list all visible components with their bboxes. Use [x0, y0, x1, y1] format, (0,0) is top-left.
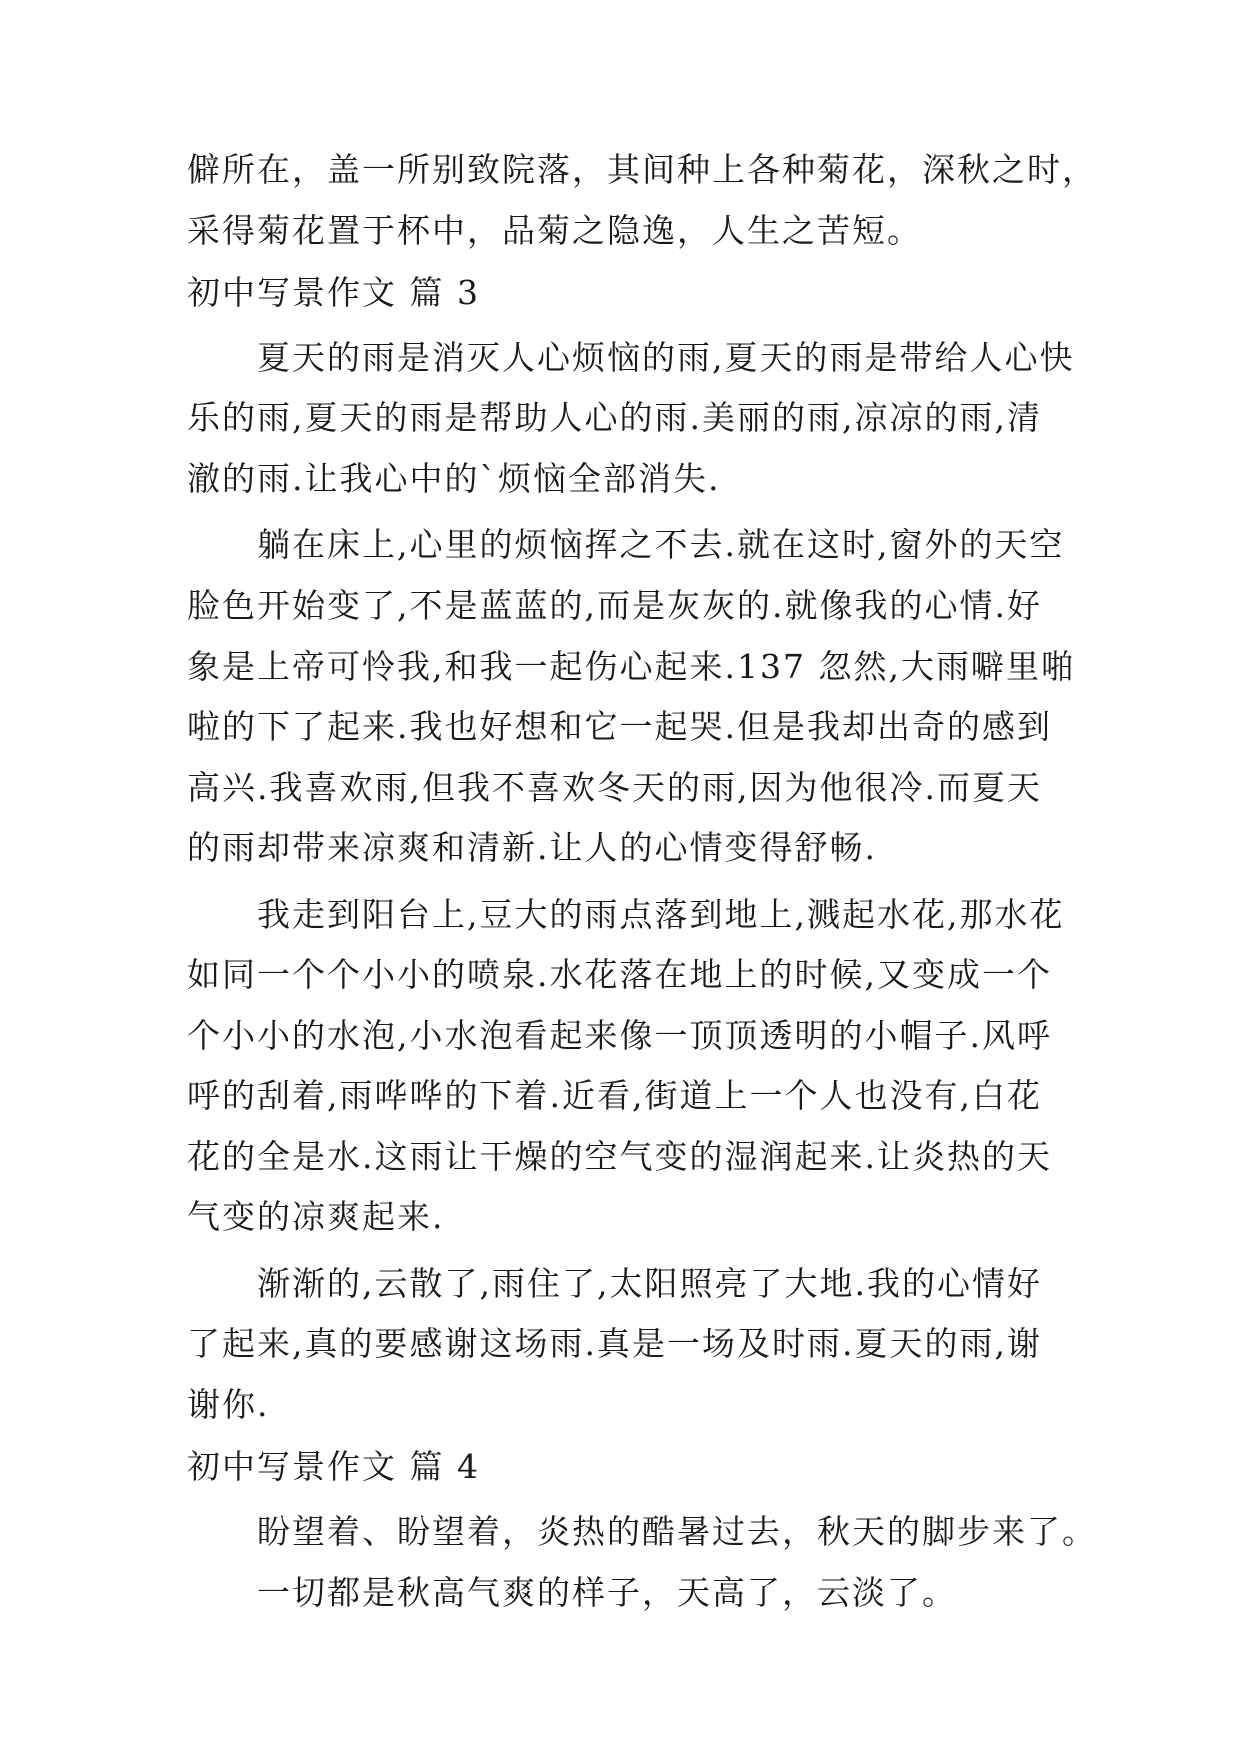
text-line: 澈的雨.让我心中的`烦恼全部消失. — [187, 459, 721, 498]
text-line: 盼望着、盼望着，炎热的酷暑过去，秋天的脚步来了。 — [257, 1512, 1097, 1551]
text-line: 渐渐的,云散了,雨住了,太阳照亮了大地.我的心情好 — [257, 1264, 1042, 1303]
text-line: 的雨却带来凉爽和清新.让人的心情变得舒畅. — [187, 828, 877, 867]
text-line: 躺在床上,心里的烦恼挥之不去.就在这时,窗外的天空 — [257, 525, 1065, 564]
text-line: 象是上帝可怜我,和我一起伤心起来.137 忽然,大雨噼里啪 — [187, 647, 1076, 686]
text-line: 啦的下了起来.我也好想和它一起哭.但是我却出奇的感到 — [187, 707, 1052, 746]
text-line: 僻所在，盖一所别致院落，其间种上各种菊花，深秋之时， — [187, 150, 1097, 189]
text-line: 气变的凉爽起来. — [187, 1197, 445, 1236]
text-line: 呼的刮着,雨哗哗的下着.近看,街道上一个人也没有,白花 — [187, 1076, 1042, 1115]
text-line: 花的全是水.这雨让干燥的空气变的湿润起来.让炎热的天 — [187, 1137, 1052, 1176]
text-line: 一切都是秋高气爽的样子，天高了，云淡了。 — [257, 1573, 957, 1612]
text-line: 谢你. — [187, 1385, 270, 1424]
section-heading: 初中写景作文 篇 4 — [187, 1447, 480, 1486]
text-line: 我走到阳台上,豆大的雨点落到地上,溅起水花,那水花 — [257, 895, 1065, 934]
text-line: 个小小的水泡,小水泡看起来像一顶顶透明的小帽子.风呼 — [187, 1016, 1052, 1055]
text-line: 了起来,真的要感谢这场雨.真是一场及时雨.夏天的雨,谢 — [187, 1324, 1042, 1363]
text-line: 夏天的雨是消灭人心烦恼的雨,夏天的雨是带给人心快 — [257, 338, 1075, 377]
text-line: 高兴.我喜欢雨,但我不喜欢冬天的雨,因为他很冷.而夏天 — [187, 768, 1042, 807]
text-line: 乐的雨,夏天的雨是帮助人心的雨.美丽的雨,凉凉的雨,清 — [187, 398, 1042, 437]
text-line: 采得菊花置于杯中，品菊之隐逸，人生之苦短。 — [187, 211, 922, 250]
text-line: 如同一个个小小的喷泉.水花落在地上的时候,又变成一个 — [187, 955, 1052, 994]
text-line: 脸色开始变了,不是蓝蓝的,而是灰灰的.就像我的心情.好 — [187, 586, 1042, 625]
section-heading: 初中写景作文 篇 3 — [187, 273, 480, 312]
